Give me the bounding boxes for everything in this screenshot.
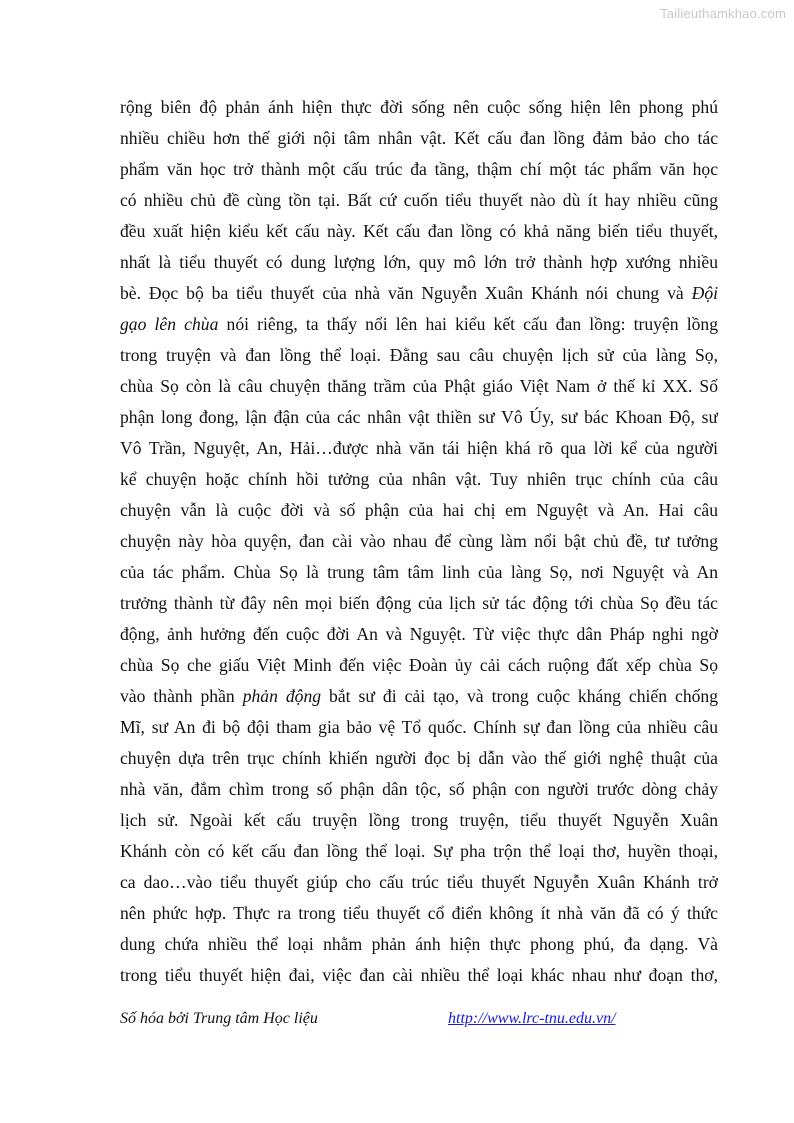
text-segment: trong truyện và đan lồng thể loại. Đằng sau câu chuyện lịch sử của làng Sọ, (120, 345, 718, 365)
text-segment: bè. Đọc bộ ba tiểu thuyết của nhà văn Nguyễn Xuân Khánh nói chung và (120, 283, 692, 303)
text-segment: phận long đong, lận đận của các nhân vật thiền sư Vô Úy, sư bác Khoan Độ, sư (120, 407, 718, 427)
text-segment: của tác phẩm. Chùa Sọ là trung tâm tâm linh của làng Sọ, nơi Nguyệt và An (120, 562, 718, 582)
footer-credit: Số hóa bởi Trung tâm Học liệu (120, 1010, 318, 1027)
text-segment: động, ảnh hưởng đến cuộc đời An và Nguyệt. Từ việc thực dân Pháp nghi ngờ (120, 624, 718, 644)
body-text-line (120, 371, 718, 402)
body-text-line (120, 960, 718, 991)
body-text-line (120, 123, 718, 154)
text-segment: trưởng thành từ đây nên mọi biến động của lịch sử tác động tới chùa Sọ đều tác (120, 593, 718, 613)
text-segment: vào thành phần (120, 686, 243, 706)
body-text-line (120, 464, 718, 495)
body-text-line (120, 557, 718, 588)
body-text-line (120, 588, 718, 619)
body-text-line (120, 712, 718, 743)
italic-text-segment: gạo lên chùa (120, 314, 219, 334)
italic-text-segment: phản động (242, 686, 322, 706)
italic-text-segment: Đội (691, 283, 718, 303)
text-segment: chuyện dựa trên trục chính khiến người đọc bị dẫn vào thế giới nghệ thuật của (120, 748, 718, 768)
body-text-line (120, 743, 718, 774)
text-segment: chuyện này hòa quyện, đan cài vào nhau để cùng làm nổi bật chủ đề, tư tưởng (120, 531, 718, 551)
body-text-line (120, 185, 718, 216)
body-text-line (120, 278, 718, 309)
body-text-line (120, 805, 718, 836)
text-segment: có nhiều chủ đề cùng tồn tại. Bất cứ cuốn tiểu thuyết nào dù ít hay nhiều cũng (120, 190, 718, 210)
text-segment: nhà văn, đắm chìm trong số phận dân tộc, số phận con người trước dòng chảy (120, 779, 718, 799)
text-segment: kể chuyện hoặc chính hồi tưởng của nhân vật. Tuy nhiên trục chính của câu (120, 469, 718, 489)
watermark-text: Tailieuthamkhao.com (660, 6, 786, 21)
body-text-line (120, 867, 718, 898)
text-segment: trong tiểu thuyết hiện đai, việc đan cài nhiều thể loại khác nhau như đoạn thơ, (120, 965, 718, 985)
body-text-line (120, 681, 718, 712)
body-text-line (120, 216, 718, 247)
document-body (120, 92, 718, 991)
text-segment: nhiều chiều hơn thế giới nội tâm nhân vật. Kết cấu đan lồng đảm bảo cho tác (120, 128, 718, 148)
body-text-line (120, 929, 718, 960)
body-text-line (120, 650, 718, 681)
body-text-line (120, 340, 718, 371)
body-text-line (120, 774, 718, 805)
body-text-line (120, 247, 718, 278)
text-segment: chùa Sọ còn là câu chuyện thăng trầm của Phật giáo Việt Nam ở thế kỉ XX. Số (120, 376, 718, 396)
body-text-line (120, 836, 718, 867)
text-segment: Khánh còn có kết cấu đan lồng thể loại. Sự pha trộn thể loại thơ, huyền thoại, (120, 841, 718, 861)
text-segment: rộng biên độ phản ánh hiện thực đời sống nên cuộc sống hiện lên phong phú (120, 97, 718, 117)
text-segment: nhất là tiểu thuyết có dung lượng lớn, quy mô lớn trở thành hợp xướng nhiều (120, 252, 718, 272)
body-text-line (120, 309, 718, 340)
body-text-line (120, 495, 718, 526)
body-text-line (120, 154, 718, 185)
text-segment: phẩm văn học trở thành một cấu trúc đa tầng, thậm chí một tác phẩm văn học (120, 159, 718, 179)
text-segment: ca dao…vào tiểu thuyết giúp cho cấu trúc tiểu thuyết Nguyễn Xuân Khánh trở (120, 872, 718, 892)
body-text-line (120, 433, 718, 464)
text-segment: nên phức hợp. Thực ra trong tiểu thuyết cổ điển không ít nhà văn đã có ý thức (120, 903, 718, 923)
text-segment: nói riêng, ta thấy nổi lên hai kiểu kết cấu đan lồng: truyện lồng (218, 314, 718, 334)
text-segment: đều xuất hiện kiểu kết cấu này. Kết cấu đan lồng có khả năng biến tiểu thuyết, (120, 221, 718, 241)
text-segment: chùa Sọ che giấu Việt Minh đến việc Đoàn ủy cải cách ruộng đất xếp chùa Sọ (120, 655, 718, 675)
text-segment: Mĩ, sư An đi bộ đội tham gia bảo vệ Tổ quốc. Chính sự đan lồng của nhiều câu (120, 717, 718, 737)
text-segment: dung chứa nhiều thể loại nhằm phản ánh hiện thực phong phú, đa dạng. Và (120, 934, 718, 954)
body-text-line (120, 898, 718, 929)
text-segment: lịch sử. Ngoài kết cấu truyện lồng trong truyện, tiểu thuyết Nguyễn Xuân (120, 810, 718, 830)
body-text-line (120, 92, 718, 123)
text-segment: chuyện vẫn là cuộc đời và số phận của hai chị em Nguyệt và An. Hai câu (120, 500, 718, 520)
footer-link[interactable]: http://www.lrc-tnu.edu.vn/ (448, 1010, 616, 1027)
text-segment: Vô Trần, Nguyệt, An, Hải…được nhà văn tái hiện khá rõ qua lời kể của người (120, 438, 718, 458)
body-text-line (120, 526, 718, 557)
body-text-line (120, 619, 718, 650)
text-segment: bắt sư đi cải tạo, và trong cuộc kháng chiến chống (321, 686, 718, 706)
body-text-line (120, 402, 718, 433)
